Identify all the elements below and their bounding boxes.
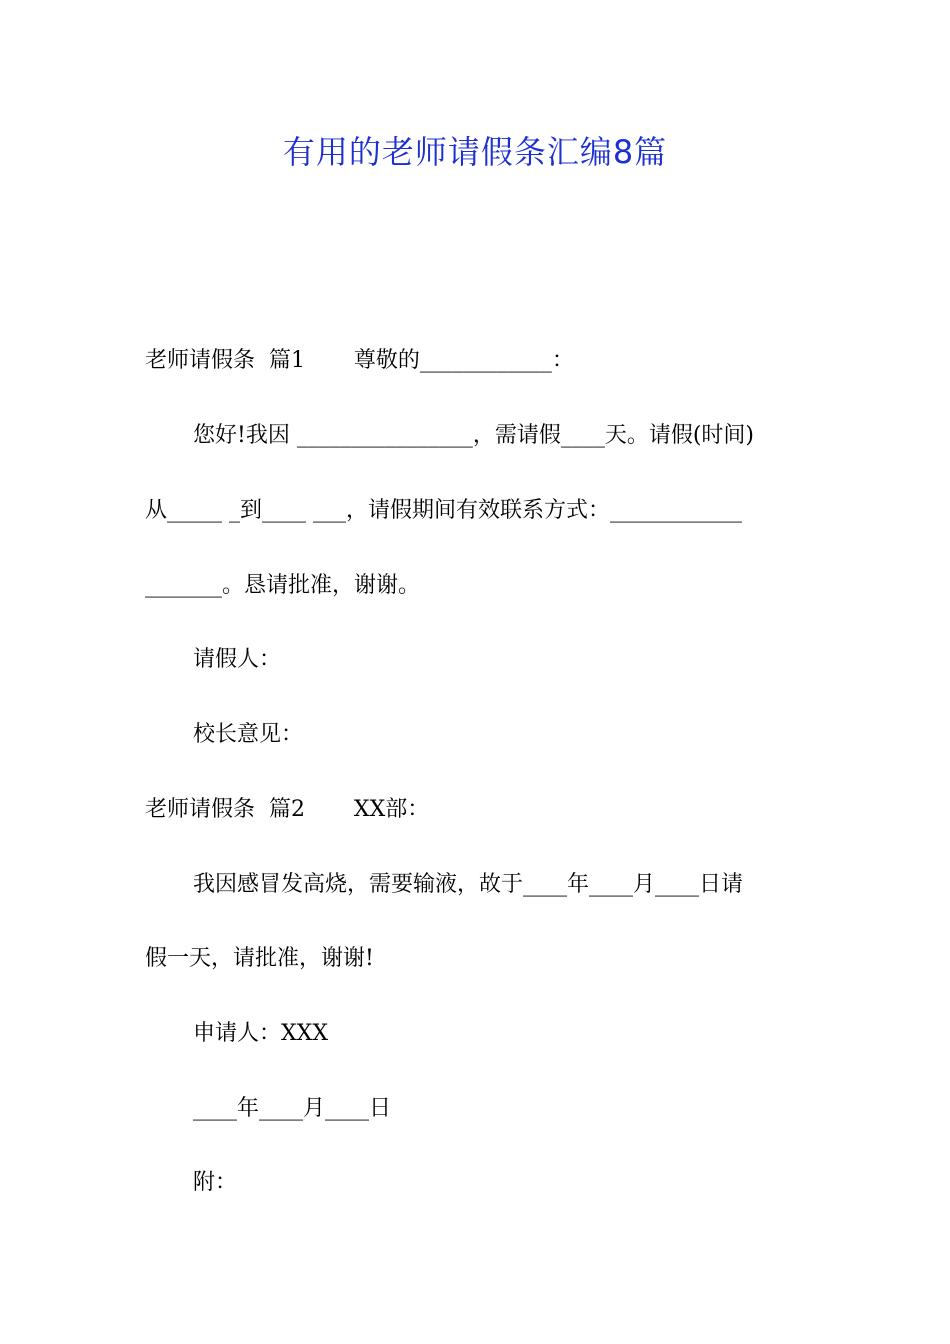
paragraph-line: 假一天，请批准，谢谢! (145, 946, 374, 971)
paragraph-line: 您好!我因 ________________，需请假____天。请假(时间) (193, 423, 755, 448)
paragraph-line: 老师请假条 篇2 XX部： (145, 797, 430, 822)
paragraph-line: 请假人： (193, 647, 282, 672)
paragraph-line: 我因感冒发高烧，需要输液，故于____年____月____日请 (193, 872, 744, 897)
paragraph-line: 申请人：XXX (193, 1021, 328, 1046)
paragraph-line: ____年____月____日 (193, 1096, 392, 1121)
document-title: 有用的老师请假条汇编8篇 (282, 133, 668, 171)
paragraph-line: 附： (193, 1170, 238, 1195)
paragraph-line: 从_____ _到____ ___，请假期间有效联系方式：____________ (145, 498, 742, 523)
paragraph-line: 校长意见： (193, 722, 304, 747)
paragraph-line: _______。恳请批准，谢谢。 (145, 573, 421, 598)
paragraph-line: 老师请假条 篇1 尊敬的____________： (145, 348, 574, 373)
